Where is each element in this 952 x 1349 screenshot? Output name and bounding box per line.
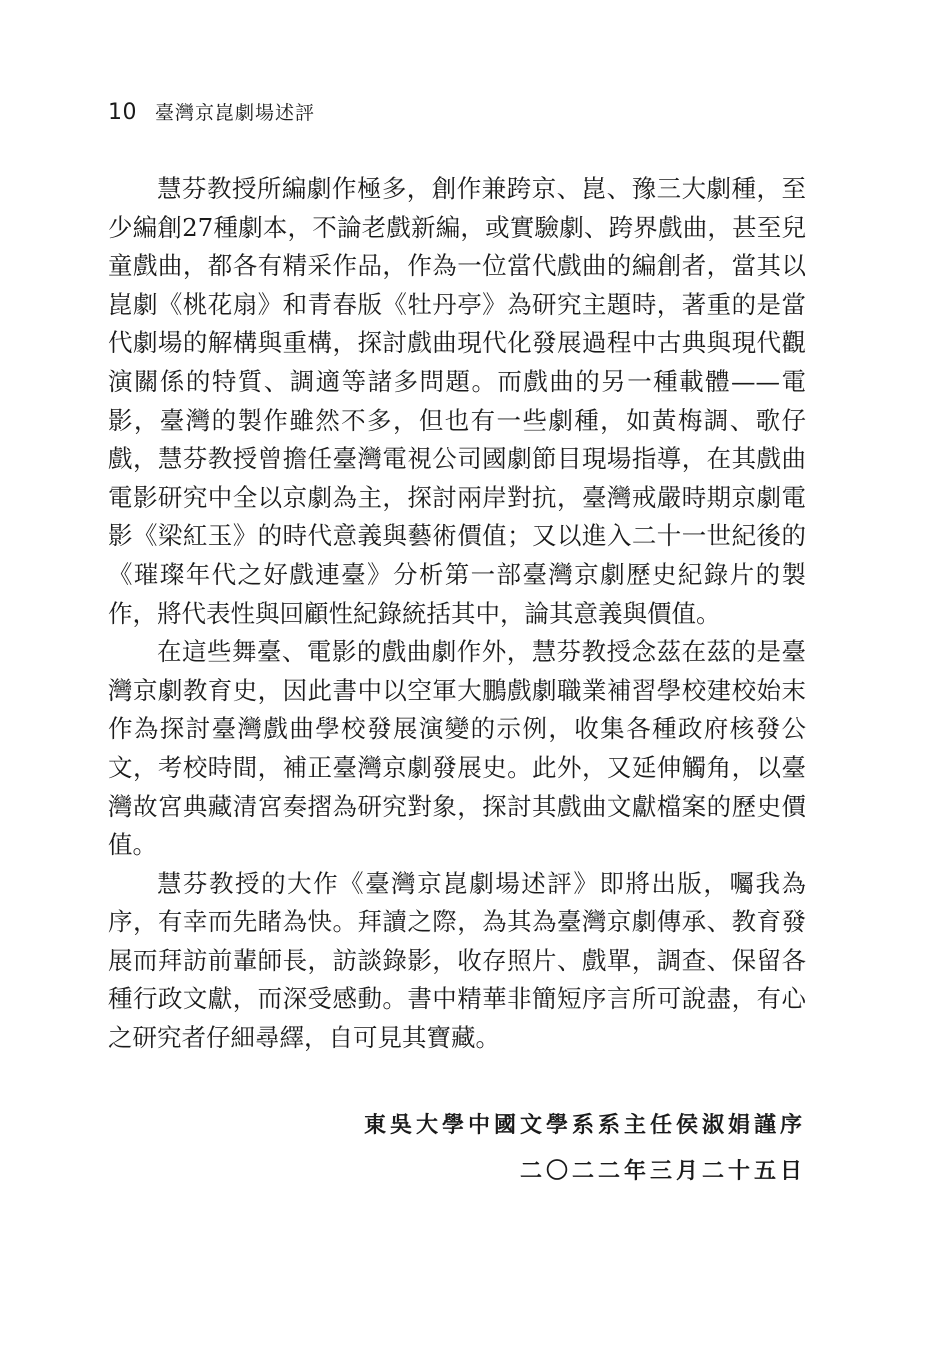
signature-block <box>364 1103 806 1195</box>
signature-date: 二〇二二年三月二十五日 <box>519 1159 806 1184</box>
paragraph-1: 慧芬教授所編劇作極多，創作兼跨京、崑、豫三大劇種，至少編創27種劇本，不論老戲新編，或實驗劇、跨界戲曲，甚至兒童戲曲，都各有精采作品，作為一位當代戲曲的編創者，當其以崑劇《桃花扇》和青春版《牡丹亭》為研究主題時，著重的是當代劇場的解構與重構，探討戲曲現代化發展過程中古典與現代觀演關係的特質、調適等諸多問題。而戲曲的另一種載體——電影，臺灣的製作雖然不多，但也有一些劇種，如黃梅調、歌仔戲，慧芬教授曾擔任臺灣電視公司國劇節目現場指導，在其戲曲電影研究中全以京劇為主，探討兩岸對抗，臺灣戒嚴時期京劇電影《梁紅玉》的時代意義與藝術價值；又以進入二十一世紀後的《璀璨年代之好戲連臺》分析第一部臺灣京劇歷史紀錄片的製作，將代表性與回顧性紀錄統括其中，論其意義與價值。 <box>108 174 806 628</box>
paragraph-2: 在這些舞臺、電影的戲曲劇作外，慧芬教授念茲在茲的是臺灣京劇教育史，因此書中以空軍大鵬戲劇職業補習學校建校始末作為探討臺灣戲曲學校發展演變的示例，收集各種政府核發公文，考校時間，補正臺灣京劇發展史。此外，又延伸觸角，以臺灣故宮典藏清宮奏摺為研究對象，探討其戲曲文獻檔案的歷史價值。 <box>108 637 806 860</box>
signature-author: 東吳大學中國文學系系主任侯淑娟謹序 <box>363 1113 806 1138</box>
body-text <box>108 170 806 1058</box>
paragraph-3: 慧芬教授的大作《臺灣京崑劇場述評》即將出版，囑我為序，有幸而先睹為快。拜讀之際，為其為臺灣京劇傳承、教育發展而拜訪前輩師長，訪談錄影，收存照片、戲單，調查、保留各種行政文獻，而深受感動。書中精華非簡短序言所可說盡，有心之研究者仔細尋繹，自可見其寶藏。 <box>108 868 806 1053</box>
running-header <box>108 98 315 130</box>
page-number: 10 <box>108 100 137 125</box>
book-title: 臺灣京崑劇場述評 <box>155 102 316 124</box>
